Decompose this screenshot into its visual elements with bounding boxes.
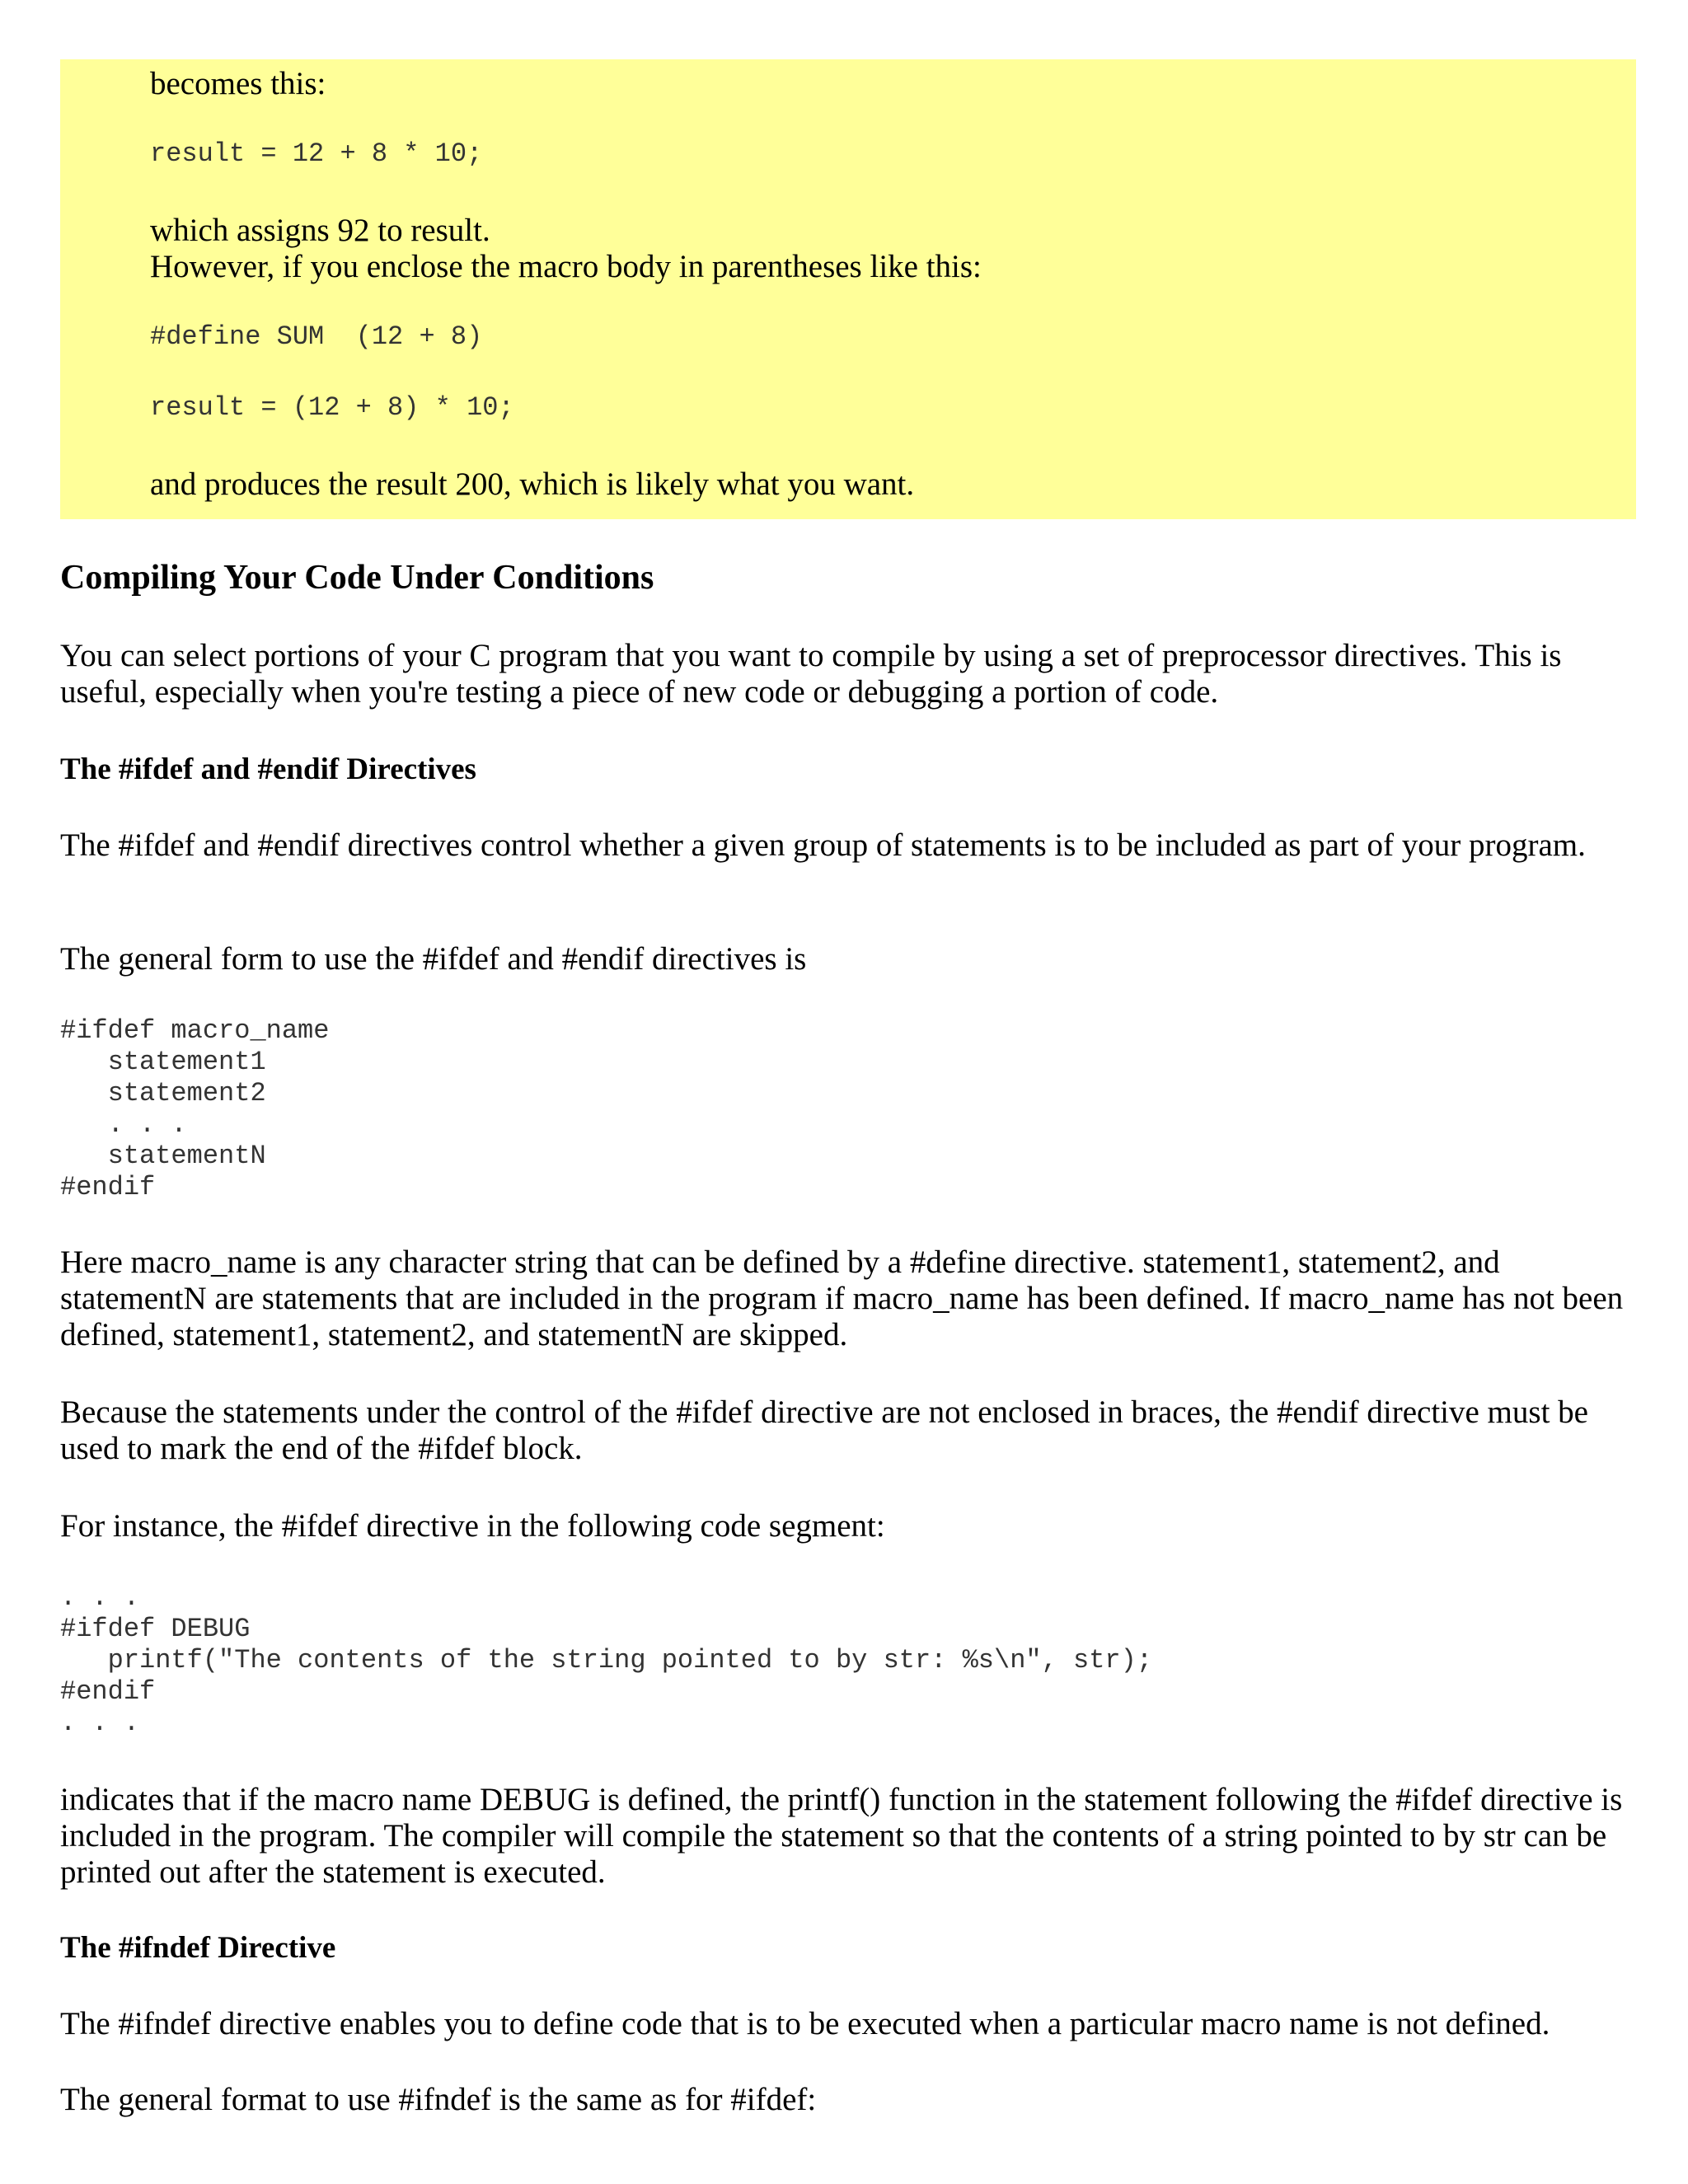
ifdef-paragraph-1: The #ifdef and #endif directives control whether a given group of statements is to be included as part of your program.	[60, 827, 1586, 863]
section-intro-paragraph: You can select portions of your C program that you want to compile by using a set of preprocessor directives. This is useful, especially when you're testing a piece of new code or debugging a portion of code.	[60, 638, 1562, 710]
section-title: Compiling Your Code Under Conditions	[60, 559, 654, 597]
note-assigns-text: which assigns 92 to result.	[150, 213, 490, 248]
ifdef-heading: The #ifdef and #endif Directives	[60, 752, 476, 786]
ifndef-paragraph-1: The #ifndef directive enables you to define code that is to be executed when a particular macro name is not defined.	[60, 2006, 1550, 2041]
ifdef-general-form-code: #ifdef macro_name statement1 statement2 . . . statementN #endif	[60, 1015, 330, 1202]
ifdef-paragraph-2: The general form to use the #ifdef and #endif directives is	[60, 941, 807, 977]
ifdef-paragraph-3: Here macro_name is any character string that can be defined by a #define directive. statement1, statement2, and statementN are statements that are included in the program if macro_name has been defined. If macro_name has not been defined, statement1, statement2, and statementN are skipped.	[60, 1244, 1624, 1352]
ifndef-paragraph-2: The general format to use #ifndef is the same as for #ifdef:	[60, 2082, 817, 2117]
note-code-result-paren: result = (12 + 8) * 10;	[150, 392, 514, 423]
highlighted-note-box	[60, 59, 1636, 519]
ifdef-paragraph-5: For instance, the #ifdef directive in the following code segment:	[60, 1508, 885, 1544]
note-however-text: However, if you enclose the macro body in parentheses like this:	[150, 249, 982, 284]
ifdef-example-code: . . . #ifdef DEBUG printf("The contents of the string pointed to by str: %s\n", str); #endif . . .	[60, 1582, 1153, 1738]
ifdef-paragraph-6: indicates that if the macro name DEBUG is defined, the printf() function in the statement following the #ifdef directive is included in the program. The compiler will compile the statement so that the contents of a string pointed to by str can be printed out after the statement is executed.	[60, 1782, 1623, 1890]
note-becomes-text: becomes this:	[150, 66, 326, 101]
ifdef-paragraph-4: Because the statements under the control of the #ifdef directive are not enclosed in braces, the #endif directive must be used to mark the end of the #ifdef block.	[60, 1394, 1588, 1466]
note-code-result: result = 12 + 8 * 10;	[150, 138, 483, 169]
ifndef-heading: The #ifndef Directive	[60, 1931, 336, 1965]
note-produces-text: and produces the result 200, which is likely what you want.	[150, 466, 915, 502]
note-code-define: #define SUM (12 + 8)	[150, 321, 483, 352]
